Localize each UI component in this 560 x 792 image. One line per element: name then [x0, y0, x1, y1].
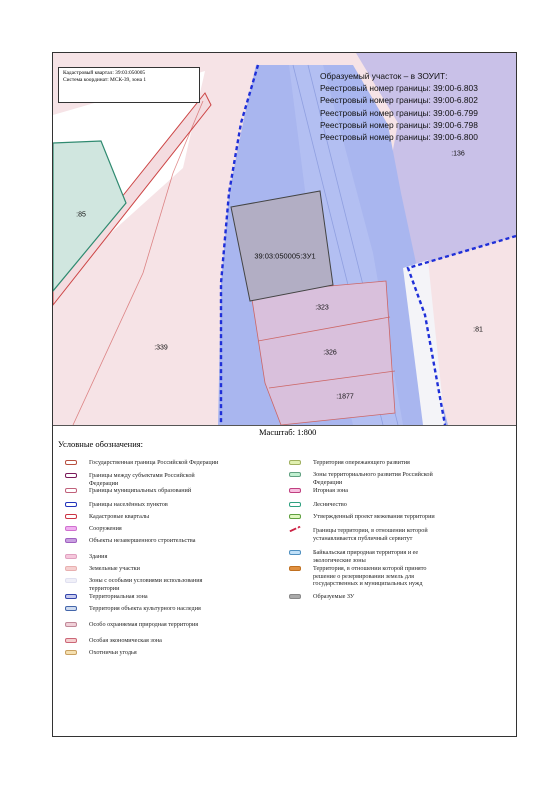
legend-item-left-8 [65, 565, 224, 573]
cadastral-map[interactable] [53, 53, 516, 426]
legend-item-left-5 [65, 525, 224, 533]
legend-item-left-9 [65, 577, 224, 592]
legend-swatch-icon [65, 538, 77, 543]
legend-item-left-3 [65, 501, 224, 509]
map-scale: Масштаб: 1:800 [259, 427, 317, 437]
legend-swatch-icon [289, 472, 301, 477]
legend-swatch-icon [65, 502, 77, 507]
legend-swatch-icon [289, 526, 301, 534]
legend-swatch-icon [65, 488, 77, 493]
legend-swatch-icon [65, 594, 77, 599]
legend-item-left-4 [65, 513, 224, 521]
legend-label: Образуемые ЗУ [313, 593, 355, 600]
legend-item-left-12 [65, 621, 224, 629]
legend-label: Границы между субъектами Российской Федерации [89, 472, 195, 487]
cadastral-quarter-text: Кадастровый квартал: 39:03:050005 [63, 70, 146, 76]
legend-label: Зоны с особыми условиями использования территории [89, 577, 203, 592]
legend-item-right-8 [289, 593, 448, 601]
legend-swatch-icon [289, 502, 301, 507]
legend-item-left-2 [65, 487, 224, 495]
legend-item-right-2 [289, 487, 448, 495]
legend-item-right-4 [289, 513, 448, 521]
legend-label: Территориальная зона [89, 593, 148, 600]
legend-label: Территория, в отношении которой принято решение о резервировании земель для государственных и муниципальных нужд [313, 565, 427, 588]
parcel-label-339[interactable]: :339 [154, 344, 168, 352]
legend-item-left-10 [65, 593, 224, 601]
legend-swatch-icon [65, 566, 77, 571]
legend-label: Особая экономическая зона [89, 637, 162, 644]
legend-label: Особо охраняемая природная территория [89, 621, 199, 628]
zouit-line: Реестровый номер границы: 39:00-6.802 [320, 95, 478, 106]
legend-label: Байкальская природная территория и ее экологические зоны [313, 549, 419, 564]
legend-label: Игорная зона [313, 487, 349, 494]
legend-label: Кадастровые кварталы [89, 513, 150, 520]
legend-label: Границы населённых пунктов [89, 501, 168, 508]
legend-label: Здания [89, 553, 108, 560]
legend-swatch-icon [289, 566, 301, 571]
legend-swatch-icon [65, 460, 77, 465]
parcel-label-new-plot[interactable]: 39:03:050005:ЗУ1 [254, 251, 316, 261]
legend-swatch-icon [65, 526, 77, 531]
legend-swatch-icon [289, 514, 301, 519]
parcel-label-1877[interactable]: :1877 [336, 393, 354, 401]
parcel-label-85[interactable]: :85 [76, 211, 86, 219]
legend-label: Объекты незавершенного строительства [89, 537, 196, 544]
legend-swatch-icon [65, 638, 77, 643]
legend-item-right-0 [289, 459, 448, 467]
zouit-note [320, 70, 478, 143]
legend-swatch-icon [289, 550, 301, 555]
legend-swatch-icon [65, 514, 77, 519]
legend-label: Государственная граница Российской Федерации [89, 459, 219, 466]
legend-title: Условные обозначения: [58, 439, 144, 449]
legend-label: Земельные участки [89, 565, 140, 572]
legend-item-right-7 [289, 565, 448, 588]
legend-item-right-5 [289, 527, 448, 542]
map-sheet [52, 52, 517, 737]
legend-label: Утвержденный проект межевания территории [313, 513, 435, 520]
zouit-line: Реестровый номер границы: 39:00-6.799 [320, 107, 478, 118]
legend-item-left-6 [65, 537, 224, 545]
legend-label: Лесничество [313, 501, 347, 508]
legend-item-right-1 [289, 471, 448, 486]
legend-swatch-icon [65, 473, 77, 478]
legend-swatch-icon [65, 554, 77, 559]
coordinate-system-text: Система координат: МСК-39, зона 1 [63, 77, 147, 83]
legend-item-left-0 [65, 459, 224, 467]
legend-item-left-14 [65, 649, 224, 657]
legend-swatch-icon [289, 488, 301, 493]
zouit-line: Образуемый участок – в ЗОУИТ: [320, 71, 448, 81]
zouit-line: Реестровый номер границы: 39:00-6.803 [320, 83, 478, 94]
legend-item-right-6 [289, 549, 448, 564]
zouit-line: Реестровый номер границы: 39:00-6.798 [320, 119, 478, 130]
parcel-label-136[interactable]: :136 [451, 150, 465, 158]
zouit-line: Реестровый номер границы: 39:00-6.800 [320, 132, 478, 143]
legend-label: Территория объекта культурного наследия [89, 605, 201, 612]
legend-label: Зоны территориального развития Российской Федерации [313, 471, 433, 486]
legend-label: Территория опережающего развития [313, 459, 410, 466]
legend-item-right-3 [289, 501, 448, 509]
legend-label: Сооружения [89, 525, 122, 532]
legend-item-left-13 [65, 637, 224, 645]
parcel-label-326[interactable]: :326 [323, 349, 337, 357]
legend-swatch-icon [65, 650, 77, 655]
legend-swatch-icon [65, 606, 77, 611]
legend-swatch-icon [65, 622, 77, 627]
legend-label: Границы территории, в отношении которой устанавливается публичный сервитут [313, 527, 428, 542]
legend-item-left-1 [65, 472, 224, 487]
legend-swatch-icon [65, 578, 77, 583]
legend-item-left-7 [65, 553, 224, 561]
legend-item-left-11 [65, 605, 224, 613]
parcel-label-81[interactable]: :81 [473, 326, 483, 334]
legend-label: Границы муниципальных образований [89, 487, 192, 494]
legend-swatch-icon [289, 594, 301, 599]
legend-swatch-icon [289, 460, 301, 465]
legend-label: Охотничьи угодья [89, 649, 137, 656]
cadastral-info-box [58, 67, 200, 103]
parcel-label-323[interactable]: :323 [315, 304, 329, 312]
